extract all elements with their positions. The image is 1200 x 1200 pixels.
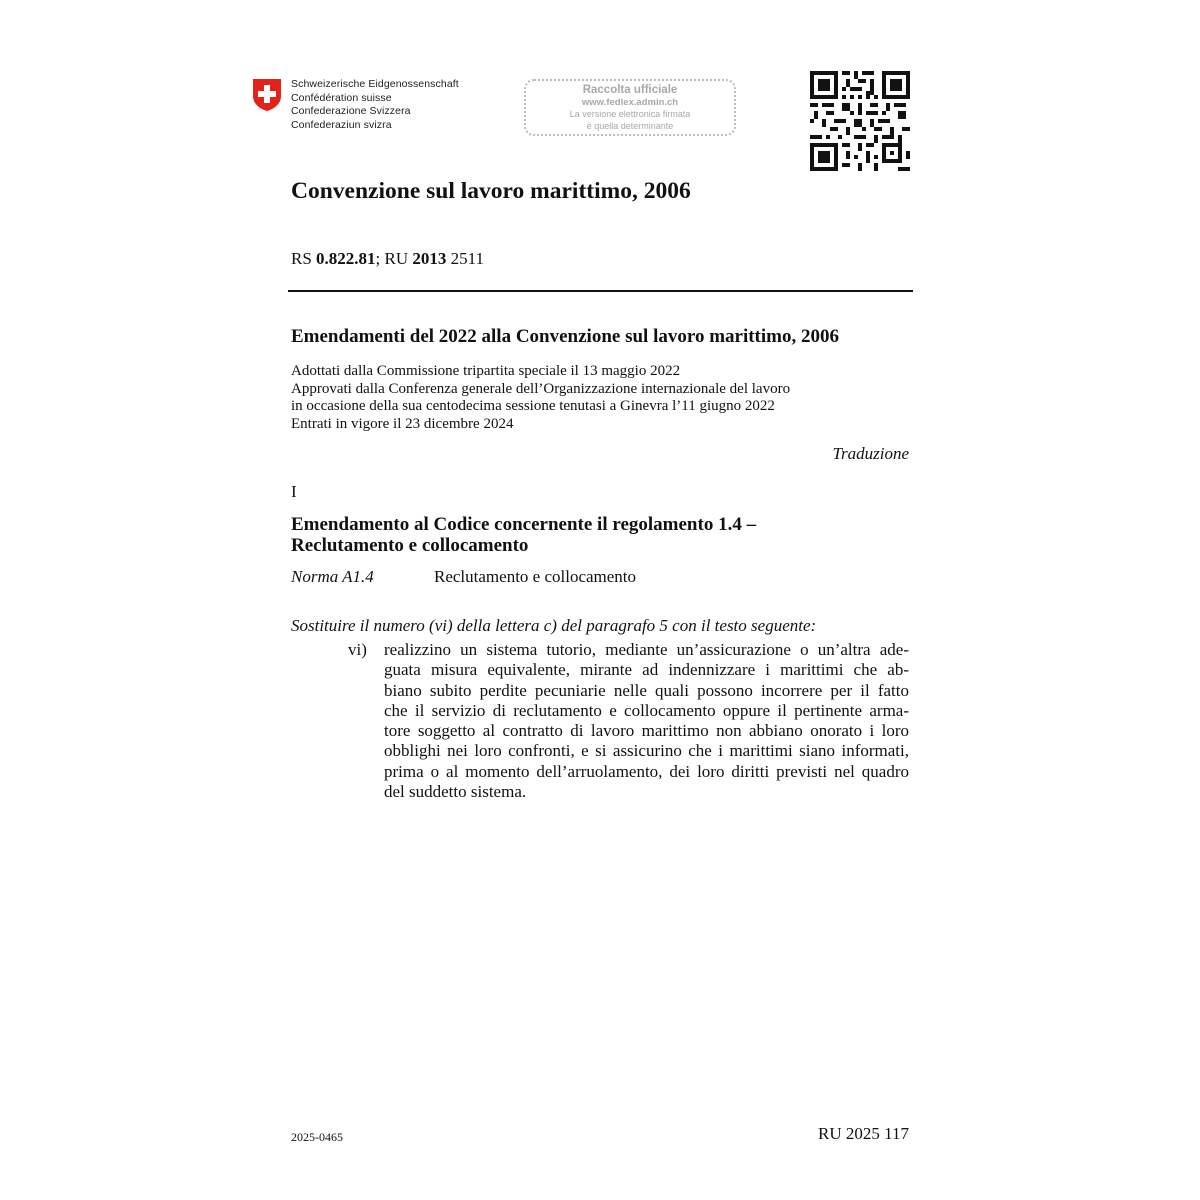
item-text-line: che il servizio di reclutamento e collocamento oppure il pertinente arma- <box>384 700 909 720</box>
document-reference <box>291 249 484 269</box>
stamp-url[interactable]: www.fedlex.admin.ch <box>581 97 679 108</box>
rs-number: 0.822.81 <box>316 249 376 268</box>
amendment-title: Emendamenti del 2022 alla Convenzione sul lavoro marittimo, 2006 <box>291 326 839 347</box>
section-title <box>291 514 756 556</box>
official-collection-stamp <box>524 79 736 136</box>
federation-name-rm: Confederaziun svizra <box>291 118 392 131</box>
item-label: vi) <box>348 640 367 659</box>
adoption-line: Approvati dalla Conferenza generale dell’Organizzazione internazionale del lavoro <box>291 380 791 397</box>
stamp-title: Raccolta ufficiale <box>582 84 678 96</box>
section-title-line: Emendamento al Codice concernente il regolamento 1.4 – <box>291 514 757 535</box>
federation-name-de: Schweizerische Eidgenossenschaft <box>291 78 459 90</box>
ru-page: 2511 <box>446 249 485 268</box>
federation-name-it: Confederazione Svizzera <box>291 105 411 117</box>
norm-label: Norma A1.4 <box>291 567 374 586</box>
rs-prefix: RS <box>291 249 317 268</box>
header-divider <box>288 290 913 292</box>
swiss-coat-of-arms-icon <box>252 78 282 112</box>
norm-title: Reclutamento e collocamento <box>434 567 637 586</box>
stamp-note-line-2: è quella determinante <box>586 120 674 131</box>
item-text <box>384 640 909 802</box>
ru-separator: ; RU <box>375 249 413 268</box>
section-title-line: Reclutamento e collocamento <box>291 535 529 556</box>
amendment-instruction: Sostituire il numero (vi) della lettera c) del paragrafo 5 con il testo seguente: <box>291 616 817 635</box>
federation-names <box>291 78 459 132</box>
item-text-line: del suddetto sistema. <box>384 782 527 802</box>
adoption-line: Adottati dalla Commissione tripartita speciale il 13 maggio 2022 <box>291 363 681 379</box>
item-text-line: biano subito perdite pecuniarie nelle quali possono incorrere per il fatto <box>384 680 909 700</box>
federation-name-fr: Confédération suisse <box>291 91 392 104</box>
translation-label: Traduzione <box>832 444 909 463</box>
ru-number: RU 2025 117 <box>818 1124 909 1143</box>
document-title: Convenzione sul lavoro marittimo, 2006 <box>291 178 691 204</box>
section-number: I <box>291 482 297 501</box>
qr-code-icon <box>810 71 910 171</box>
document-number: 2025-0465 <box>291 1130 343 1144</box>
adoption-line: Entrati in vigore il 23 dicembre 2024 <box>291 415 514 432</box>
item-text-line: obblighi nei loro confronti, e si assicurino che i marittimi siano informati, <box>384 741 909 761</box>
item-text-line: tore soggetto al contratto di lavoro marittimo non abbiano onorato i loro <box>384 721 909 741</box>
adoption-line: in occasione della sua centodecima sessione tenutasi a Ginevra l’11 giugno 2022 <box>291 398 775 414</box>
adoption-details <box>291 363 790 433</box>
item-text-line: guata misura equivalente, mirante ad indennizzare i marittimi che ab- <box>384 660 909 680</box>
stamp-note-line-1: La versione elettronica firmata <box>569 109 691 119</box>
ru-year: 2013 <box>412 249 447 268</box>
item-text-line: prima o al momento dell’arruolamento, dei loro diritti previsti nel quadro <box>384 761 909 781</box>
item-text-line: realizzino un sistema tutorio, mediante un’assicurazione o un’altra ade- <box>384 640 909 659</box>
